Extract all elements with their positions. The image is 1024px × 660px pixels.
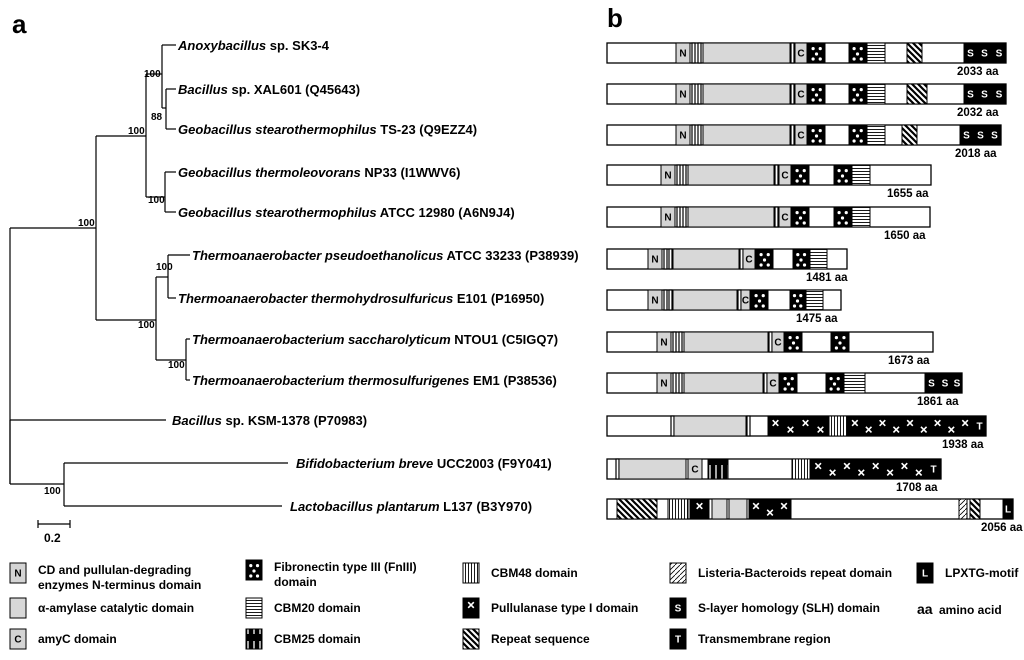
protein-architecture	[607, 43, 1006, 78]
fn3-domain	[793, 249, 809, 269]
protein-architecture	[607, 290, 841, 325]
S-domain	[964, 43, 977, 63]
domain-letter: C	[797, 48, 805, 60]
legend-label: CBM48 domain	[491, 566, 578, 580]
legend-symbol: aa	[917, 601, 933, 617]
bootstrap-value: 100	[128, 126, 145, 137]
S-domain	[960, 125, 973, 145]
C-domain	[10, 629, 26, 649]
fn3-domain	[756, 249, 773, 269]
legend-item-aa	[917, 601, 1002, 617]
protein-architecture	[607, 499, 1023, 534]
cbm48-domain	[792, 459, 810, 479]
domain-letter: T	[674, 634, 682, 646]
amy-domain	[674, 416, 746, 436]
C-domain	[688, 459, 702, 479]
S-domain	[952, 373, 962, 393]
legend-item-rep	[463, 629, 590, 649]
legend-item-lb	[670, 563, 892, 583]
fn3-domain	[780, 373, 797, 393]
fn3-domain	[834, 165, 851, 185]
legend-label: Repeat sequence	[491, 632, 590, 646]
bootstrap-value: 100	[156, 262, 173, 273]
T-domain	[670, 629, 686, 649]
cbm20-domain	[852, 165, 870, 185]
domain-letter: S	[991, 130, 998, 142]
legend	[10, 560, 1019, 649]
N-domain	[661, 165, 675, 185]
legend-item-cbm20	[246, 598, 361, 618]
amy-domain	[688, 207, 774, 227]
C-domain	[767, 373, 779, 393]
domain-letter: N	[664, 170, 672, 182]
fn3-domain	[246, 560, 262, 580]
bar-domain	[775, 165, 778, 185]
bar-domain	[692, 43, 695, 63]
legend-item-n	[10, 563, 201, 592]
N-domain	[648, 290, 662, 310]
domain-letter: N	[660, 337, 668, 349]
domain-letter: C	[745, 254, 753, 266]
domain-letter: N	[679, 130, 687, 142]
S-domain	[939, 373, 951, 393]
fn3-domain	[834, 207, 851, 227]
domain-letter: S	[953, 378, 961, 390]
legend-label: amino acid	[939, 603, 1002, 617]
N-domain	[648, 249, 662, 269]
S-domain	[964, 84, 977, 104]
domain-letter: N	[651, 254, 659, 266]
protein-length: 1655 aa	[887, 188, 929, 200]
lb-domain	[959, 499, 967, 519]
domain-letter: S	[928, 378, 935, 390]
N-domain	[657, 373, 671, 393]
domain-letter: N	[664, 212, 672, 224]
domain-letter: S	[995, 89, 1003, 101]
bar-domain	[791, 43, 794, 63]
domain-letter: S	[977, 130, 984, 142]
bar-domain	[775, 207, 778, 227]
domain-letter: C	[781, 212, 789, 224]
T-domain	[973, 416, 986, 436]
amy-domain	[703, 43, 790, 63]
domain-letter: T	[976, 421, 983, 433]
legend-label: domain	[274, 575, 317, 589]
fn3-domain	[849, 43, 866, 63]
domain-letter: C	[774, 337, 782, 349]
fn3-domain	[808, 43, 825, 63]
cbm20-domain	[844, 373, 865, 393]
C-domain	[779, 165, 791, 185]
legend-item-fn3	[246, 560, 417, 589]
rep-domain	[902, 125, 917, 145]
cbm25-domain	[708, 459, 728, 479]
fn3-domain	[826, 373, 843, 393]
protein-length: 1673 aa	[888, 355, 930, 367]
N-domain	[676, 43, 690, 63]
domain-letter: C	[14, 634, 22, 646]
domain-architectures	[607, 43, 1023, 534]
S-domain	[670, 598, 686, 618]
legend-item-pul	[463, 598, 638, 618]
legend-item-cbm25	[246, 629, 361, 649]
fn3-domain	[808, 125, 825, 145]
cbm48-domain	[668, 499, 688, 519]
legend-label: LPXTG-motif	[945, 566, 1019, 580]
amy-domain	[673, 290, 737, 310]
pul-domain	[768, 416, 828, 436]
pul-domain	[848, 416, 972, 436]
taxon-label: Anoxybacillus sp. SK3-4	[178, 38, 329, 53]
bootstrap-value: 100	[44, 486, 61, 497]
cbm20-domain	[852, 207, 870, 227]
domain-letter: C	[741, 295, 750, 307]
protein-architecture	[607, 249, 848, 284]
amy-domain	[10, 598, 26, 618]
legend-label: Transmembrane region	[698, 632, 831, 646]
bar-domain	[683, 165, 686, 185]
fn3-domain	[792, 207, 809, 227]
legend-item-cbm48	[463, 563, 578, 583]
legend-label: enzymes N-terminus domain	[38, 578, 202, 592]
legend-label: CD and pullulan-degrading	[38, 563, 192, 577]
domain-letter: N	[660, 378, 668, 390]
amy-domain	[684, 373, 763, 393]
bar-domain	[679, 332, 682, 352]
bar-domain	[698, 43, 701, 63]
bar-domain	[692, 84, 695, 104]
legend-label: CBM20 domain	[274, 601, 361, 615]
protein-architecture	[607, 165, 931, 200]
cbm48-domain	[463, 563, 479, 583]
domain-letter: S	[981, 48, 988, 60]
amy-domain	[703, 125, 790, 145]
protein-length: 2018 aa	[955, 148, 997, 160]
C-domain	[743, 249, 755, 269]
rep-domain	[463, 629, 479, 649]
lb-domain	[670, 563, 686, 583]
fn3-domain	[751, 290, 768, 310]
phylogenetic-tree	[10, 45, 288, 528]
N-domain	[657, 332, 671, 352]
protein-length: 1708 aa	[896, 482, 938, 494]
C-domain	[795, 84, 807, 104]
protein-architecture	[607, 125, 1001, 160]
S-domain	[992, 84, 1006, 104]
bar-domain	[673, 373, 676, 393]
cbm20-domain	[867, 84, 885, 104]
protein-architecture	[607, 207, 930, 242]
amy-domain	[673, 249, 739, 269]
domain-letter: S	[981, 89, 988, 101]
taxon-label: Thermoanaerobacter thermohydrosulfuricus E101 (P16950)	[178, 291, 545, 306]
taxon-label: Bifidobacterium breve UCC2003 (F9Y041)	[296, 456, 552, 471]
bootstrap-value: 100	[144, 69, 161, 80]
bar-domain	[677, 207, 680, 227]
amy-domain	[688, 165, 774, 185]
protein-length: 2032 aa	[957, 107, 999, 119]
S-domain	[988, 125, 1001, 145]
legend-label: Pullulanase type I domain	[491, 601, 639, 615]
legend-item-t	[670, 629, 831, 649]
fn3-domain	[792, 165, 809, 185]
bar-domain	[683, 207, 686, 227]
S-domain	[925, 373, 938, 393]
bootstrap-values	[44, 69, 185, 497]
bar-domain	[679, 373, 682, 393]
domain-letter: S	[967, 48, 974, 60]
pul-domain	[463, 598, 479, 618]
S-domain	[978, 84, 991, 104]
rep-domain	[907, 43, 922, 63]
bar-domain	[698, 125, 701, 145]
protein-length: 1650 aa	[884, 230, 926, 242]
taxon-label: Lactobacillus plantarum L137 (B3Y970)	[290, 499, 533, 514]
scale-bar-label: 0.2	[44, 531, 61, 545]
cbm20-domain	[867, 43, 885, 63]
domain-letter: N	[679, 89, 687, 101]
taxon-label: Thermoanaerobacter pseudoethanolicus ATCC 33233 (P38939)	[192, 248, 579, 263]
bootstrap-value: 88	[151, 112, 163, 123]
domain-letter: S	[967, 89, 974, 101]
protein-architecture	[607, 416, 986, 451]
amy-domain	[712, 499, 727, 519]
amy-domain	[703, 84, 790, 104]
taxon-label: Geobacillus stearothermophilus TS-23 (Q9EZZ4)	[178, 122, 478, 137]
fn3-domain	[808, 84, 825, 104]
amy-domain	[619, 459, 686, 479]
domain-letter: N	[679, 48, 687, 60]
N-domain	[676, 125, 690, 145]
protein-architecture	[607, 373, 962, 408]
amy-domain	[729, 499, 747, 519]
bar-domain	[664, 290, 667, 310]
legend-label: CBM25 domain	[274, 632, 361, 646]
legend-item-s	[670, 598, 880, 618]
C-domain	[741, 290, 750, 310]
cbm25-domain	[246, 629, 262, 649]
fn3-domain	[785, 332, 802, 352]
bar-domain	[669, 249, 672, 269]
taxon-label: Bacillus sp. KSM-1378 (P70983)	[172, 413, 368, 428]
bootstrap-value: 100	[168, 360, 185, 371]
protein-length: 1475 aa	[796, 313, 838, 325]
domain-letter: S	[941, 378, 949, 390]
bar-domain	[698, 84, 701, 104]
N-domain	[10, 563, 26, 583]
taxon-labels	[172, 38, 579, 514]
domain-letter: C	[781, 170, 789, 182]
legend-label: amyC domain	[38, 632, 117, 646]
taxon-label: Geobacillus thermoleovorans NP33 (I1WWV6)	[178, 165, 461, 180]
domain-letter: T	[930, 464, 937, 476]
bootstrap-value: 100	[138, 320, 155, 331]
fn3-domain	[831, 332, 849, 352]
domain-letter: N	[651, 295, 659, 307]
taxon-label: Thermoanaerobacterium thermosulfurigenes EM1 (P38536)	[192, 373, 557, 388]
bar-domain	[669, 290, 672, 310]
protein-length: 2033 aa	[957, 66, 999, 78]
cbm20-domain	[867, 125, 885, 145]
taxon-label: Bacillus sp. XAL601 (Q45643)	[178, 82, 361, 97]
taxon-label: Geobacillus stearothermophilus ATCC 12980 (A6N9J4)	[178, 205, 515, 220]
bar-domain	[664, 249, 667, 269]
protein-length: 1938 aa	[942, 439, 984, 451]
fn3-domain	[849, 84, 866, 104]
legend-label: α-amylase catalytic domain	[38, 601, 195, 615]
L-domain	[1003, 499, 1013, 519]
bar-domain	[747, 416, 750, 436]
domain-letter: N	[14, 568, 22, 580]
legend-item-amy	[10, 598, 194, 618]
protein-length: 1481 aa	[806, 272, 848, 284]
C-domain	[779, 207, 791, 227]
bar-domain	[692, 125, 695, 145]
legend-label: Fibronectin type III (FnIII)	[274, 560, 417, 574]
S-domain	[974, 125, 987, 145]
bar-domain	[677, 165, 680, 185]
bar-domain	[791, 84, 794, 104]
protein-architecture	[607, 332, 933, 367]
bar-domain	[673, 332, 676, 352]
N-domain	[676, 84, 690, 104]
N-domain	[661, 207, 675, 227]
rep-domain	[970, 499, 980, 519]
domain-letter: C	[797, 89, 805, 101]
pul-domain	[811, 459, 926, 479]
pul-domain	[690, 499, 709, 519]
legend-label: Listeria-Bacteroids repeat domain	[698, 566, 893, 580]
bootstrap-value: 100	[148, 195, 165, 206]
protein-length: 1861 aa	[917, 396, 959, 408]
legend-item-c	[10, 629, 117, 649]
L-domain	[917, 563, 933, 583]
panel-label-a: a	[12, 9, 27, 39]
rep-domain	[617, 499, 657, 519]
taxon-label: Thermoanaerobacterium saccharolyticum NTOU1 (C5IGQ7)	[192, 332, 559, 347]
fn3-domain	[849, 125, 866, 145]
C-domain	[795, 125, 807, 145]
panel-label-b: b	[607, 3, 623, 33]
protein-length: 2056 aa	[981, 522, 1023, 534]
T-domain	[927, 459, 940, 479]
cbm20-domain	[246, 598, 262, 618]
bar-domain	[791, 125, 794, 145]
domain-letter: C	[691, 464, 699, 476]
C-domain	[795, 43, 807, 63]
protein-architecture	[607, 84, 1006, 119]
legend-label: S-layer homology (SLH) domain	[698, 601, 881, 615]
domain-letter: S	[674, 603, 682, 615]
protein-architecture	[607, 459, 941, 494]
domain-letter: S	[995, 48, 1003, 60]
rep-domain	[907, 84, 927, 104]
domain-letter: C	[769, 378, 777, 390]
domain-letter: C	[797, 130, 805, 142]
bootstrap-value: 100	[78, 218, 95, 229]
cbm48-domain	[829, 416, 847, 436]
domain-letter: S	[963, 130, 970, 142]
domain-letter: L	[921, 568, 929, 580]
cbm20-domain	[806, 290, 823, 310]
S-domain	[992, 43, 1006, 63]
legend-item-l	[917, 563, 1019, 583]
S-domain	[978, 43, 991, 63]
fn3-domain	[790, 290, 805, 310]
amy-domain	[684, 332, 768, 352]
domain-letter: L	[1004, 504, 1012, 516]
cbm20-domain	[810, 249, 827, 269]
C-domain	[772, 332, 784, 352]
pul-domain	[749, 499, 791, 519]
